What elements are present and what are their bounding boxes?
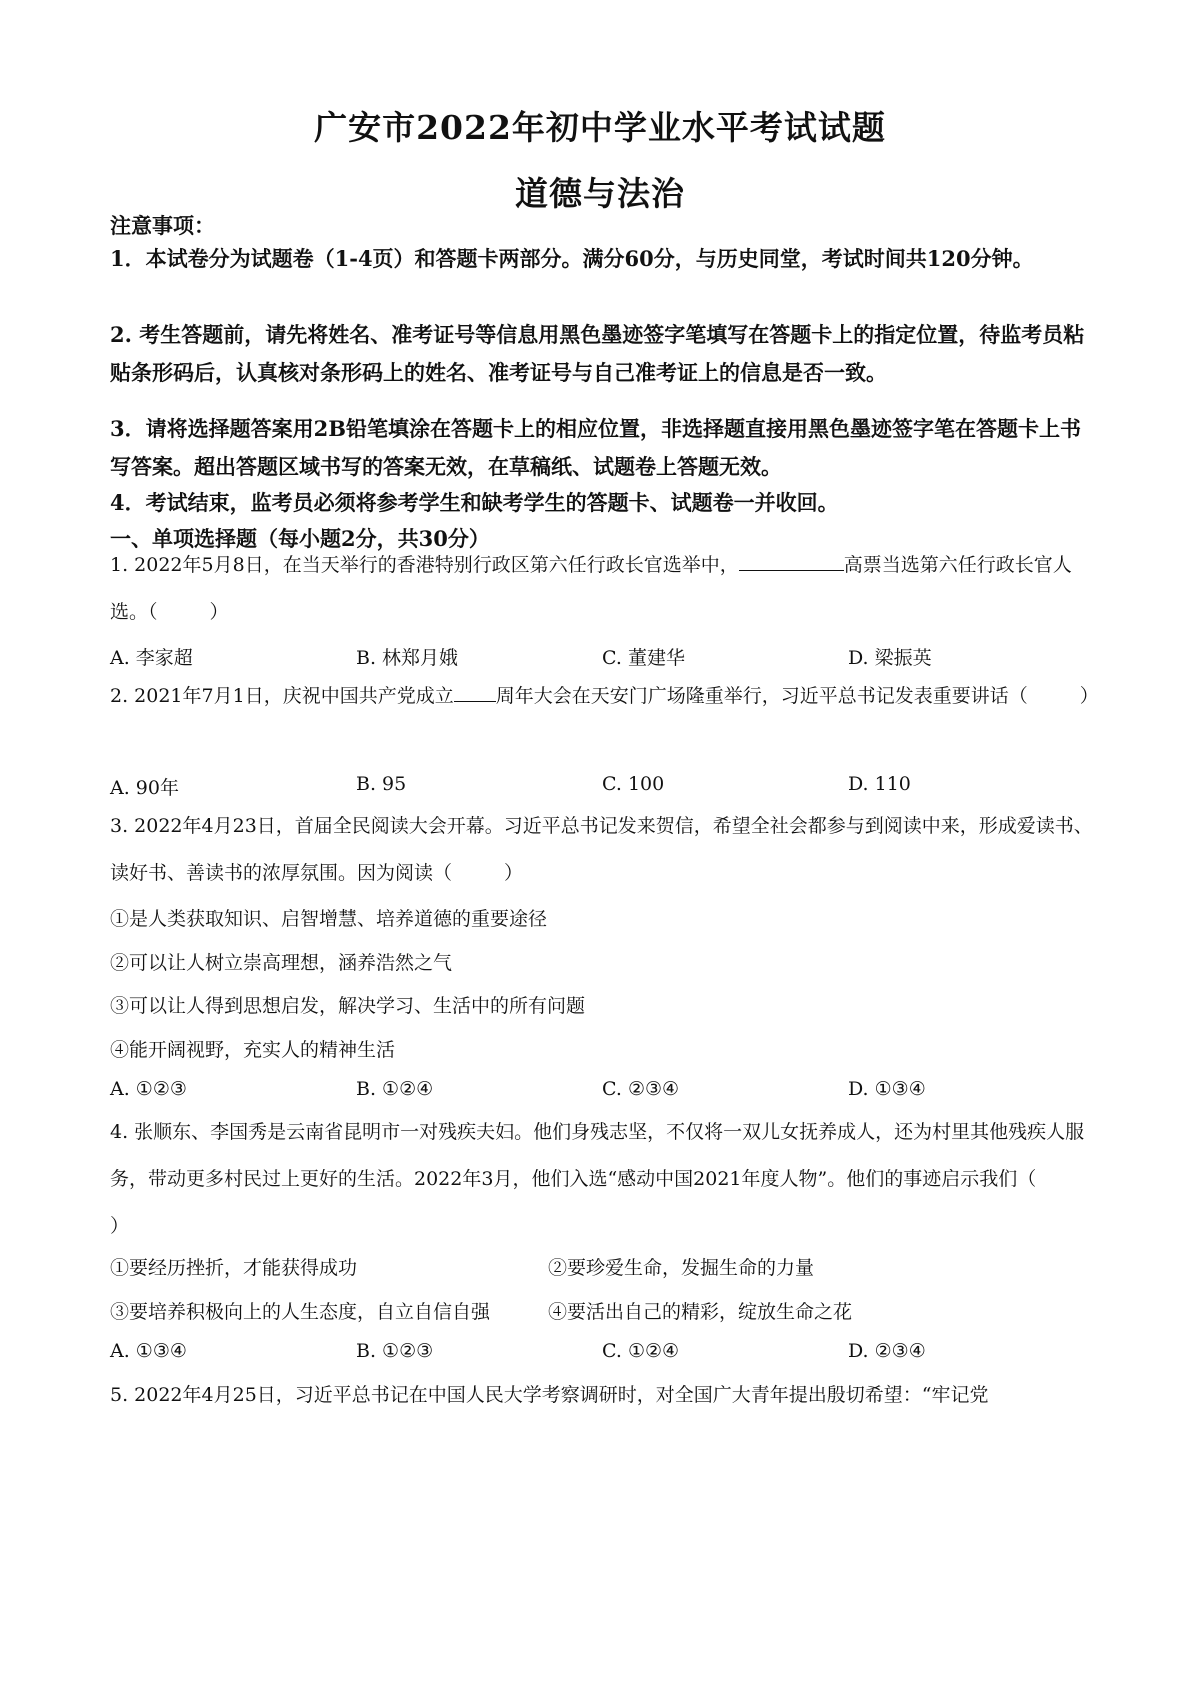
question-5-stem: 5. 2022年4月25日，习近平总书记在中国人民大学考察调研时，对全国广大青年提出殷切希望：“牢记党 [110,1384,989,1406]
question-2-option-a: A. 90年 [110,777,179,799]
question-1-close: ） [209,601,229,623]
question-1-option-b: B. 林郑月娥 [356,647,459,669]
question-4-statement-3: ③要培养积极向上的人生态度，自立自信自强 [110,1301,491,1323]
question-2-option-c: C. 100 [602,773,665,795]
question-3-stem: 3. 2022年4月23日，首届全民阅读大会开幕。习近平总书记发来贺信，希望全社会都参与到阅读中来，形成爱读书、读好书、善读书的浓厚氛围。因为阅读（ [110,815,1093,884]
question-4-option-c: C. ①②④ [602,1340,680,1362]
question-4-statement-4: ④要活出自己的精彩，绽放生命之花 [548,1301,853,1323]
notice-item-2: 2. 考生答题前，请先将姓名、准考证号等信息用黑色墨迹签字笔填写在答题卡上的指定位置，待监考员粘贴条形码后，认真核对条形码上的姓名、准考证号与自己准考证上的信息是否一致。 [110,322,1085,385]
question-1-stem-post: 高票当选第六任行政长官人选。（ [110,554,1072,623]
question-3-option-d: D. ①③④ [848,1078,926,1100]
question-1 [110,542,1100,636]
question-2-stem-post: 周年大会在天安门广场隆重举行，习近平总书记发表重要讲话（ [495,685,1028,707]
question-3-statement-4: ④能开阔视野，充实人的精神生活 [110,1039,396,1061]
notice-item-3: 3．请将选择题答案用2B铅笔填涂在答题卡上的相应位置，非选择题直接用黑色墨迹签字笔在答题卡上书写答案。超出答题区域书写的答案无效，在草稿纸、试题卷上答题无效。 [110,416,1081,479]
question-5 [110,1372,1100,1419]
question-3 [110,803,1100,897]
question-2-option-b: B. 95 [356,773,407,795]
section-heading: 一、单项选择题（每小题2分，共30分） [110,526,490,551]
question-3-option-b: B. ①②④ [356,1078,434,1100]
question-2-option-d: D. 110 [848,773,911,795]
question-4-option-a: A. ①③④ [110,1340,187,1362]
question-2 [110,673,1100,720]
question-3-option-c: C. ②③④ [602,1078,680,1100]
question-1-option-d: D. 梁振英 [848,647,932,669]
question-1-stem-pre: 1. 2022年5月8日，在当天举行的香港特别行政区第六任行政长官选举中， [110,554,739,576]
question-4-option-d: D. ②③④ [848,1340,926,1362]
question-4-statement-1: ①要经历挫折，才能获得成功 [110,1257,358,1279]
subject-title: 道德与法治 [515,174,685,213]
question-2-stem-pre: 2. 2021年7月1日，庆祝中国共产党成立 [110,685,454,707]
question-4-option-b: B. ①②③ [356,1340,434,1362]
question-3-statement-2: ②可以让人树立崇高理想，涵养浩然之气 [110,952,453,974]
notice-item-4: 4．考试结束，监考员必须将参考学生和缺考学生的答题卡、试题卷一并收回。 [110,490,839,515]
question-4-stem: 4. 张顺东、李国秀是云南省昆明市一对残疾夫妇。他们身残志坚，不仅将一双儿女抚养成人，还为村里其他残疾人服务，带动更多村民过上更好的生活。2022年3月，他们入选“感动中国2021年度人物”。他们的事迹启示我们（ [110,1121,1085,1190]
question-4-statement-2: ②要珍爱生命，发掘生命的力量 [548,1257,815,1279]
question-3-statement-3: ③可以让人得到思想启发，解决学习、生活中的所有问题 [110,995,586,1017]
question-3-option-a: A. ①②③ [110,1078,187,1100]
question-2-close: ） [1079,685,1099,707]
question-3-close: ） [504,862,524,884]
question-1-option-a: A. 李家超 [110,647,193,669]
question-4-close: ） [110,1215,130,1237]
exam-title: 广安市2022年初中学业水平考试试题 [314,108,886,147]
question-1-blank [739,546,844,571]
question-4 [110,1109,1100,1250]
question-2-blank [454,677,496,702]
notice-heading: 注意事项： [110,213,215,238]
notice-item-1: 1．本试卷分为试题卷（1-4页）和答题卡两部分。满分60分，与历史同堂，考试时间共120分钟。 [110,246,1034,271]
question-3-statement-1: ①是人类获取知识、启智增慧、培养道德的重要途径 [110,908,548,930]
question-1-option-c: C. 董建华 [602,647,685,669]
